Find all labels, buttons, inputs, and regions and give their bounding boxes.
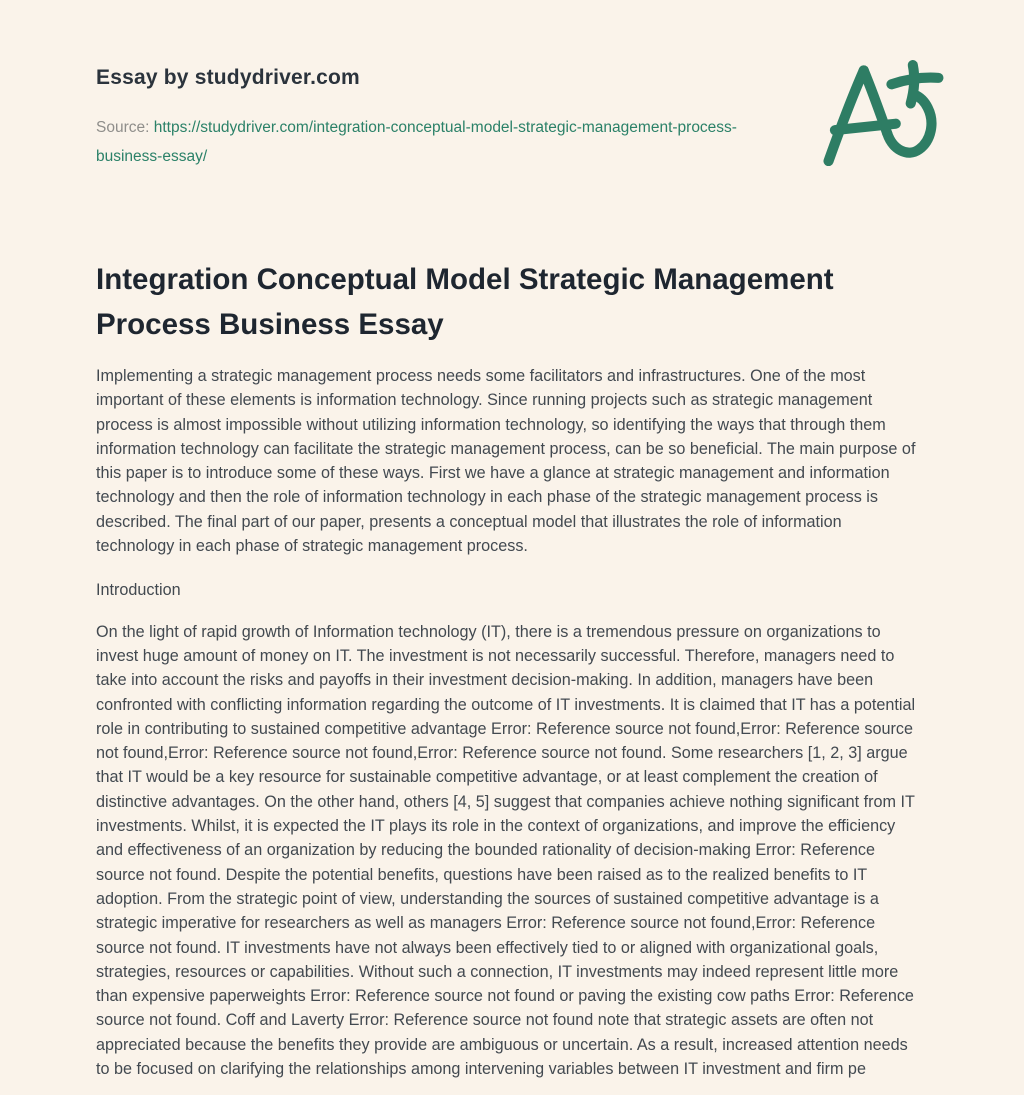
source-line (96, 113, 744, 171)
source-label: Source: (96, 119, 150, 136)
introduction-paragraph: On the light of rapid growth of Information technology (IT), there is a tremendous pressure on organizations to invest huge amount of money on IT. The investment is not necessarily successful. Therefore, managers need to take into account the risks and payoffs in their investment decision-making. In addition, managers have been confronted with conflicting information regarding the outcome of IT investments. It is claimed that IT has a potential role in contributing to sustained competitive advantage Error: Reference source not found,Error: Reference source not found,Error: Reference source not found,Error: Reference source not found. Some researchers [1, 2, 3] argue that IT would be a key resource for sustainable competitive advantage, or at least complement the creation of distinctive advantages. On the other hand, others [4, 5] suggest that companies achieve nothing significant from IT investments. Whilst, it is expected the IT plays its role in the context of organizations, and improve the efficiency and effectiveness of an organization by reducing the bounded rationality of decision-making Error: Reference source not found. Despite the potential benefits, questions have been raised as to the realized benefits to IT adoption. From the strategic point of view, understanding the sources of sustained competitive advantage is a strategic imperative for researchers as well as managers Error: Reference source not found,Error: Reference source not found. IT investments have not always been effectively tied to or aligned with organizational goals, strategies, resources or capabilities. Without such a connection, IT investments may indeed represent little more than expensive paperweights Error: Reference source not found or paving the existing cow paths Error: Reference source not found. Coff and Laverty Error: Reference source not found note that strategic assets are often not appreciated because the benefits they provide are ambiguous or uncertain. As a result, increased attention needs to be focused on clarifying the relationships among intervening variables between IT investment and firm pe (96, 622, 916, 1079)
article-title: Integration Conceptual Model Strategic Management Process Business Essay (96, 263, 834, 341)
essay-by-heading: Essay by studydriver.com (96, 66, 360, 89)
section-heading-introduction: Introduction (96, 581, 181, 600)
document-header (96, 66, 920, 171)
source-url-link[interactable]: https://studydriver.com/integration-conceptual-model-strategic-management-process-business-essay/ (96, 119, 737, 165)
studydriver-a-plus-logo-icon (820, 58, 948, 166)
abstract-paragraph: Implementing a strategic management process needs some facilitators and infrastructures. One of the most important of these elements is information technology. Since running projects such as strategic management process is almost impossible without utilizing information technology, so identifying the ways that through them information technology can facilitate the strategic management process, can be so beneficial. The main purpose of this paper is to introduce some of these ways. First we have a glance at strategic management and information technology and then the role of information technology in each phase of the strategic management process is described. The final part of our paper, presents a conceptual model that illustrates the role of information technology in each phase of strategic management process. (96, 367, 916, 556)
